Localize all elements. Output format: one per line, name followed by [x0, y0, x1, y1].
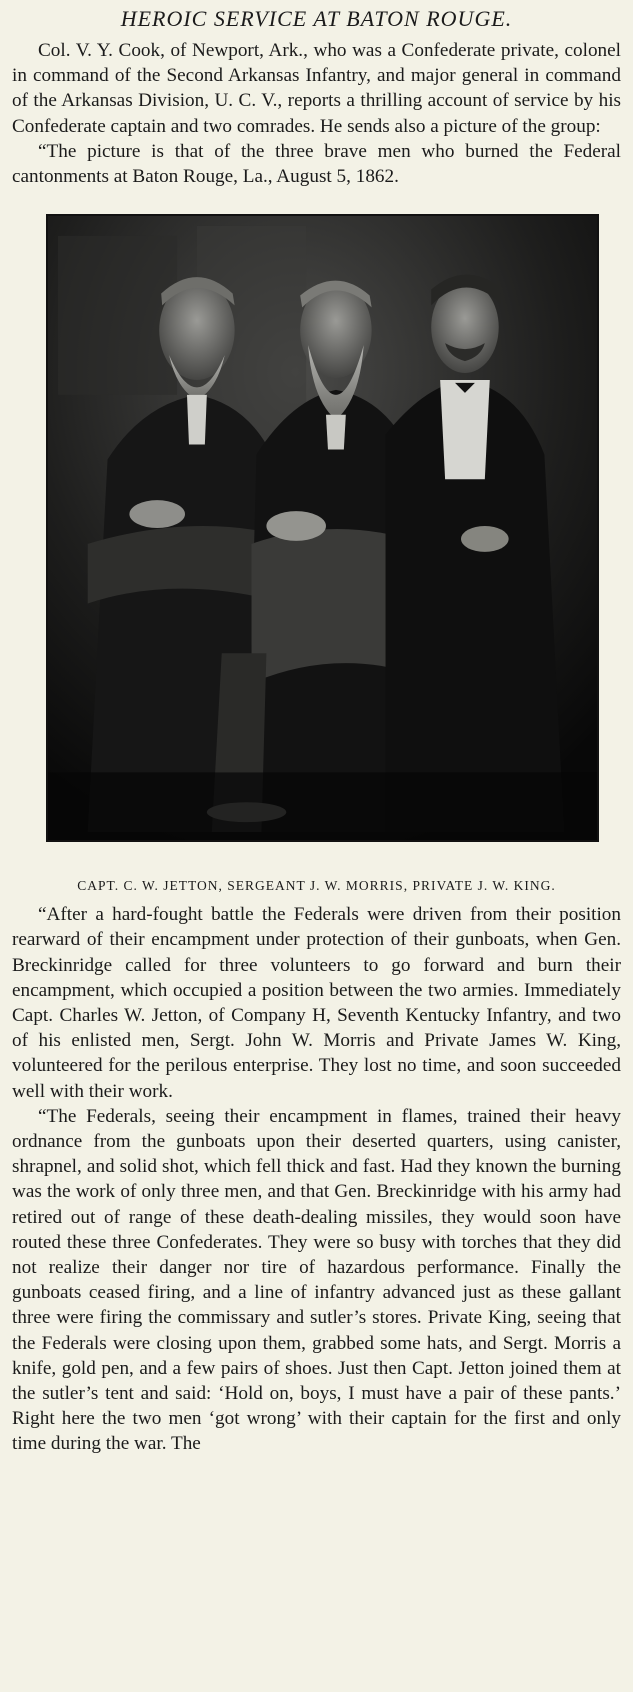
article-title: HEROIC SERVICE AT BATON ROUGE.	[120, 6, 513, 31]
paragraph-2: “The Federals, seeing their encampment in flames, trained their heavy ordnance from the gunboats upon their deserted quarters, using canister, shrapnel, and solid shot, which fell thick and fast. Had they known the burning was the work of only three men, and that Gen. Breckinridge with his army had retired out of range of these death-dealing missiles, they would soon have routed these three Confederates. They were so busy with torches that they did not realize their danger nor tire of hazardous performance. Finally the gunboats ceased firing, and a line of infantry advanced just as these gallant three were firing the commissary and sutler’s stores. Private King, seeing that the Federals were closing upon them, grabbed some hats, and Sergt. Morris a knife, gold pen, and a few pairs of shoes. Just then Capt. Jetton joined them at the sutler’s tent and said: ‘Hold on, boys, I must have a pair of these pants.’ Right here the two men ‘got wrong’ with their captain for the first and only time during the war. The	[12, 1105, 621, 1455]
photo-caption: CAPT. C. W. JETTON, SERGEANT J. W. MORRIS, PRIVATE J. W. KING.	[77, 878, 556, 894]
quote-opening-paragraph: “The picture is that of the three brave men who burned the Federal cantonments at Baton Rouge, La., August 5, 1862.	[12, 140, 621, 188]
portrait-illustration	[48, 216, 597, 840]
group-portrait-photo	[46, 214, 599, 842]
intro-paragraph: Col. V. Y. Cook, of Newport, Ark., who was a Confederate private, colonel in command of the Second Arkansas Infantry, and major general in command of the Arkansas Division, U. C. V., reports a thrilling account of service by his Confederate captain and two comrades. He sends also a picture of the group:	[12, 40, 621, 137]
article-continuation	[12, 902, 621, 1456]
photo-figure	[12, 214, 621, 864]
paragraph-1: “After a hard-fought battle the Federals were driven from their position rearward of their encampment under protection of their gunboats, when Gen. Breckinridge called for three volunteers to go forward and burn their encampment, which occupied a position between the two armies. Immediately Capt. Charles W. Jetton, of Company H, Seventh Kentucky Infantry, and two of his enlisted men, Sergt. John W. Morris and Private James W. King, volunteered for the perilous enterprise. They lost no time, and soon succeeded well with their work.	[12, 904, 621, 1102]
